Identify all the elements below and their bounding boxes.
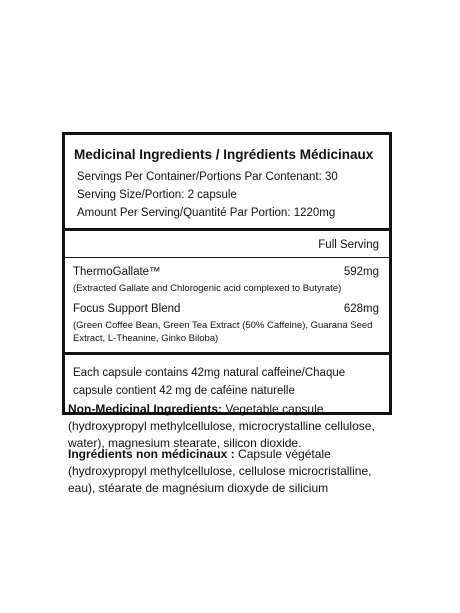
ingredient-list [65,258,389,352]
non-medicinal-label-fr: Ingrédients non médicinaux : [68,447,235,461]
non-medicinal-label-en: Non-Medicinal Ingredients: [68,402,223,416]
non-medicinal-text-en: Vegetable capsule (hydroxypropyl methylcellulose, microcrystalline cellulose, water), magnesium stearate, silicon dioxide. [68,402,375,450]
ingredient-note: (Green Coffee Bean, Green Tea Extract (50% Caffeine), Guarana Seed Extract, L-Theanine, Ginko Biloba) [73,320,373,344]
ingredient-row [65,258,389,280]
ingredient-note: (Extracted Gallate and Chlorogenic acid complexed to Butyrate) [73,283,342,294]
ingredient-amount: 592mg [343,266,379,278]
non-medicinal-ingredients-en [68,401,398,452]
caffeine-statement: Each capsule contains 42mg natural caffeine/Chaque capsule contient 42 mg de caféine naturelle [73,367,346,397]
column-header: Full Serving [318,239,379,251]
servings-per-container: Servings Per Container/Portions Par Contenant: 30 [77,171,338,183]
ingredient-row [65,295,389,317]
amount-per-serving: Amount Per Serving/Quantité Par Portion: 1220mg [77,207,336,219]
non-medicinal-ingredients-fr [68,446,398,497]
ingredient-name: Focus Support Blend [73,303,181,315]
ingredient-amount: 628mg [343,303,379,315]
non-medicinal-text-fr: Capsule végétale (hydroxypropyl methylcellulose, cellulose microcristalline, eau), stéarate de magnésium dioxyde de silicium [68,447,372,495]
panel-title: Medicinal Ingredients / Ingrédients Médicinaux [74,147,374,162]
ingredient-name: ThermoGallate™ [73,266,161,278]
supplement-facts-panel [62,132,392,415]
serving-size: Serving Size/Portion: 2 capsule [77,189,237,201]
